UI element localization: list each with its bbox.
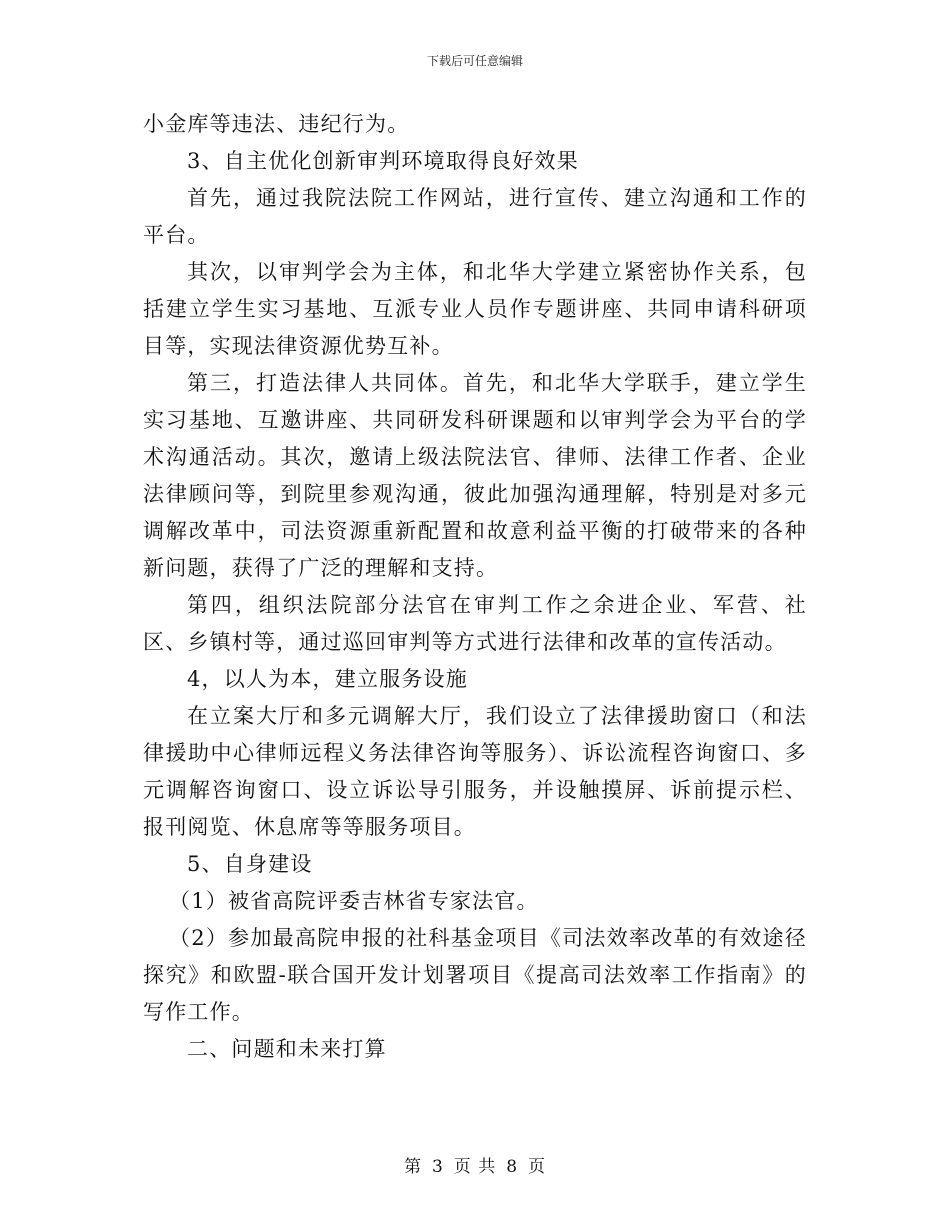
chapter-heading-2: 二、问题和未来打算	[187, 1037, 387, 1061]
document-body	[143, 106, 807, 1068]
list-item-2: （2）参加最高院申报的社科基金项目《司法效率改革的有效途径探究》和欧盟-联合国开发计划署项目《提高司法效率工作指南》的写作工作。	[143, 926, 807, 1024]
paragraph-first: 首先，通过我院法院工作网站，进行宣传、建立沟通和工作的平台。	[143, 186, 807, 247]
page-footer	[0, 1157, 950, 1177]
section-heading-3: 3、自主优化创新审判环境取得良好效果	[187, 149, 579, 173]
page-header: 下载后可任意编辑	[426, 54, 523, 68]
list-item-1: （1）被省高院评委吉林省专家法官。	[169, 889, 539, 913]
footer-middle: 页 共	[453, 1157, 497, 1177]
footer-page-number: 3	[431, 1157, 444, 1177]
paragraph-fourth: 第四，组织法院部分法官在审判工作之余进企业、军营、社区、乡镇村等，通过巡回审判等方式进行法律和改革的宣传活动。	[143, 593, 807, 654]
paragraph-third: 第三，打造法律人共同体。首先，和北华大学联手，建立学生实习基地、互邀讲座、共同研发科研课题和以审判学会为平台的学术沟通活动。其次，邀请上级法院法官、律师、法律工作者、企业法律顾问等，到院里参观沟通，彼此加强沟通理解，特别是对多元调解改革中，司法资源重新配置和故意利益平衡的打破带来的各种新问题，获得了广泛的理解和支持。	[143, 371, 807, 580]
footer-suffix: 页	[528, 1157, 547, 1177]
paragraph-1: 小金库等违法、违纪行为。	[143, 112, 410, 136]
footer-total-pages: 8	[506, 1157, 519, 1177]
footer-prefix: 第	[403, 1157, 422, 1177]
paragraph-second: 其次，以审判学会为主体，和北华大学建立紧密协作关系，包括建立学生实习基地、互派专业人员作专题讲座、共同申请科研项目等，实现法律资源优势互补。	[143, 260, 807, 358]
paragraph-service: 在立案大厅和多元调解大厅，我们设立了法律援助窗口（和法律援助中心律师远程义务法律咨询等服务）、诉讼流程咨询窗口、多元调解咨询窗口、设立诉讼导引服务，并设触摸屏、诉前提示栏、报刊阅览、休息席等等服务项目。	[143, 704, 807, 839]
section-heading-4: 4，以人为本，建立服务设施	[187, 667, 468, 691]
section-heading-5: 5、自身建设	[187, 852, 313, 876]
